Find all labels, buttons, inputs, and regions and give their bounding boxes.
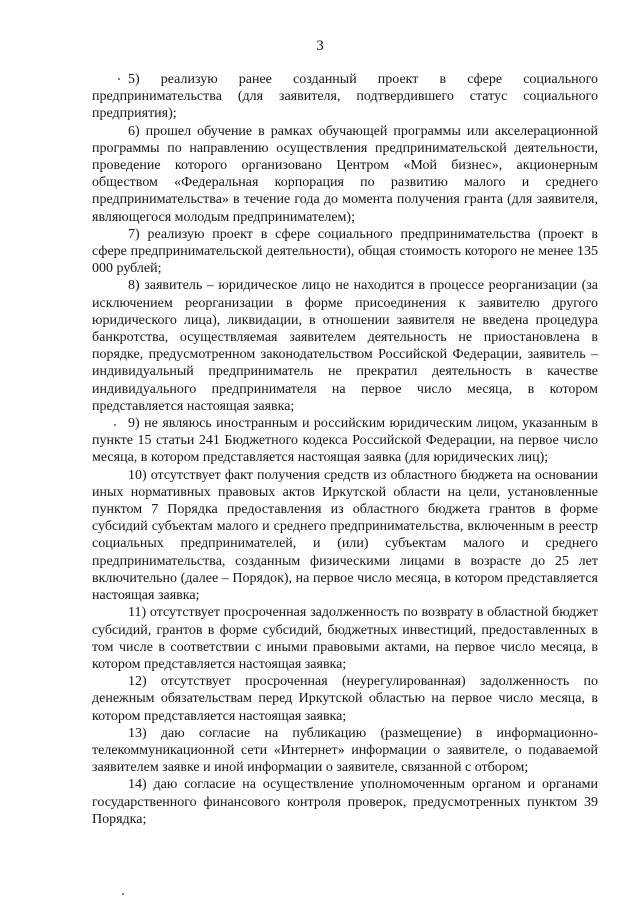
list-item-10: 10) отсутствует факт получения средств из областного бюджета на основании иных нормативных правовых актов Иркутской области на цели, установленные пунктом 7 Порядка предоставления из областного бюджета грантов в форме субсидий субъектам малого и среднего предпринимательства, включенным в реестр социальных предпринимателей, и (или) субъектам малого и среднего предпринимательства, созданным физическими лицами в возрасте до 25 лет включительно (далее – Порядок), на первое число месяца, в котором представляется настоящая заявка; [92,467,598,604]
scan-speck [114,424,116,426]
scan-speck [122,893,124,895]
list-item-9: 9) не являюсь иностранным и российским юридическим лицом, указанным в пункте 15 статьи 241 Бюджетного кодекса Российской Федерации, на первое число месяца, в котором представляется настоящая заявка (для юридических лиц); [92,416,598,466]
list-item-5: 5) реализую ранее созданный проект в сфере социального предпринимательства (для заявителя, подтвердившего статус социального предприятия); [92,72,598,122]
list-item-14: 14) даю согласие на осуществление уполномоченным органом и органами государственного финансового контроля проверок, предусмотренных пунктом 39 Порядка; [92,777,598,827]
list-item-13: 13) даю согласие на публикацию (размещение) в информационно-телекоммуникационной сети «Интернет» информации о заявителе, о подаваемой заявителем заявке и иной информации о заявителе, связанной с отбором; [92,725,598,776]
list-item-12: 12) отсутствует просроченная (неурегулированная) задолженность по денежным обязательствам перед Иркутской областью на первое число месяца, в котором представляется настоящая заявка; [92,674,598,724]
list-item-8: 8) заявитель – юридическое лицо не находится в процессе реорганизации (за исключением реорганизации в форме присоединения к заявителю другого юридического лица), ликвидации, в отношении заявителя не введена процедура банкротства, осуществляемая заявителем деятельность не приостановлена в порядке, предусмотренном законодательством Российской Федерации, заявитель – индивидуальный предприниматель не прекратил деятельность в качестве индивидуального предпринимателя на первое число месяца, в котором представляется настоящая заявка; [92,278,598,414]
list-item-7: 7) реализую проект в сфере социального предпринимательства (проект в сфере предпринимательской деятельности), общая стоимость которого не менее 135 000 рублей; [92,226,598,277]
list-item-6: 6) прошел обучение в рамках обучающей программы или акселерационной программы по направлению осуществления предпринимательской деятельности, проведение которого организовано Центром «Мой бизнес», акционерным обществом «Федеральная корпорация по развитию малого и среднего предпринимательства» в течение года до момента получения гранта (для заявителя, являющегося молодым предпринимателем); [92,123,598,225]
scan-speck [118,78,120,80]
list-item-11: 11) отсутствует просроченная задолженность по возврату в областной бюджет субсидий, грантов в форме субсидий, бюджетных инвестиций, предоставленных в том числе в соответствии с иными правовыми актами, на первое число месяца, в котором представляется настоящая заявка; [92,605,598,672]
document-body [92,71,598,828]
page-number: 3 [316,38,324,54]
